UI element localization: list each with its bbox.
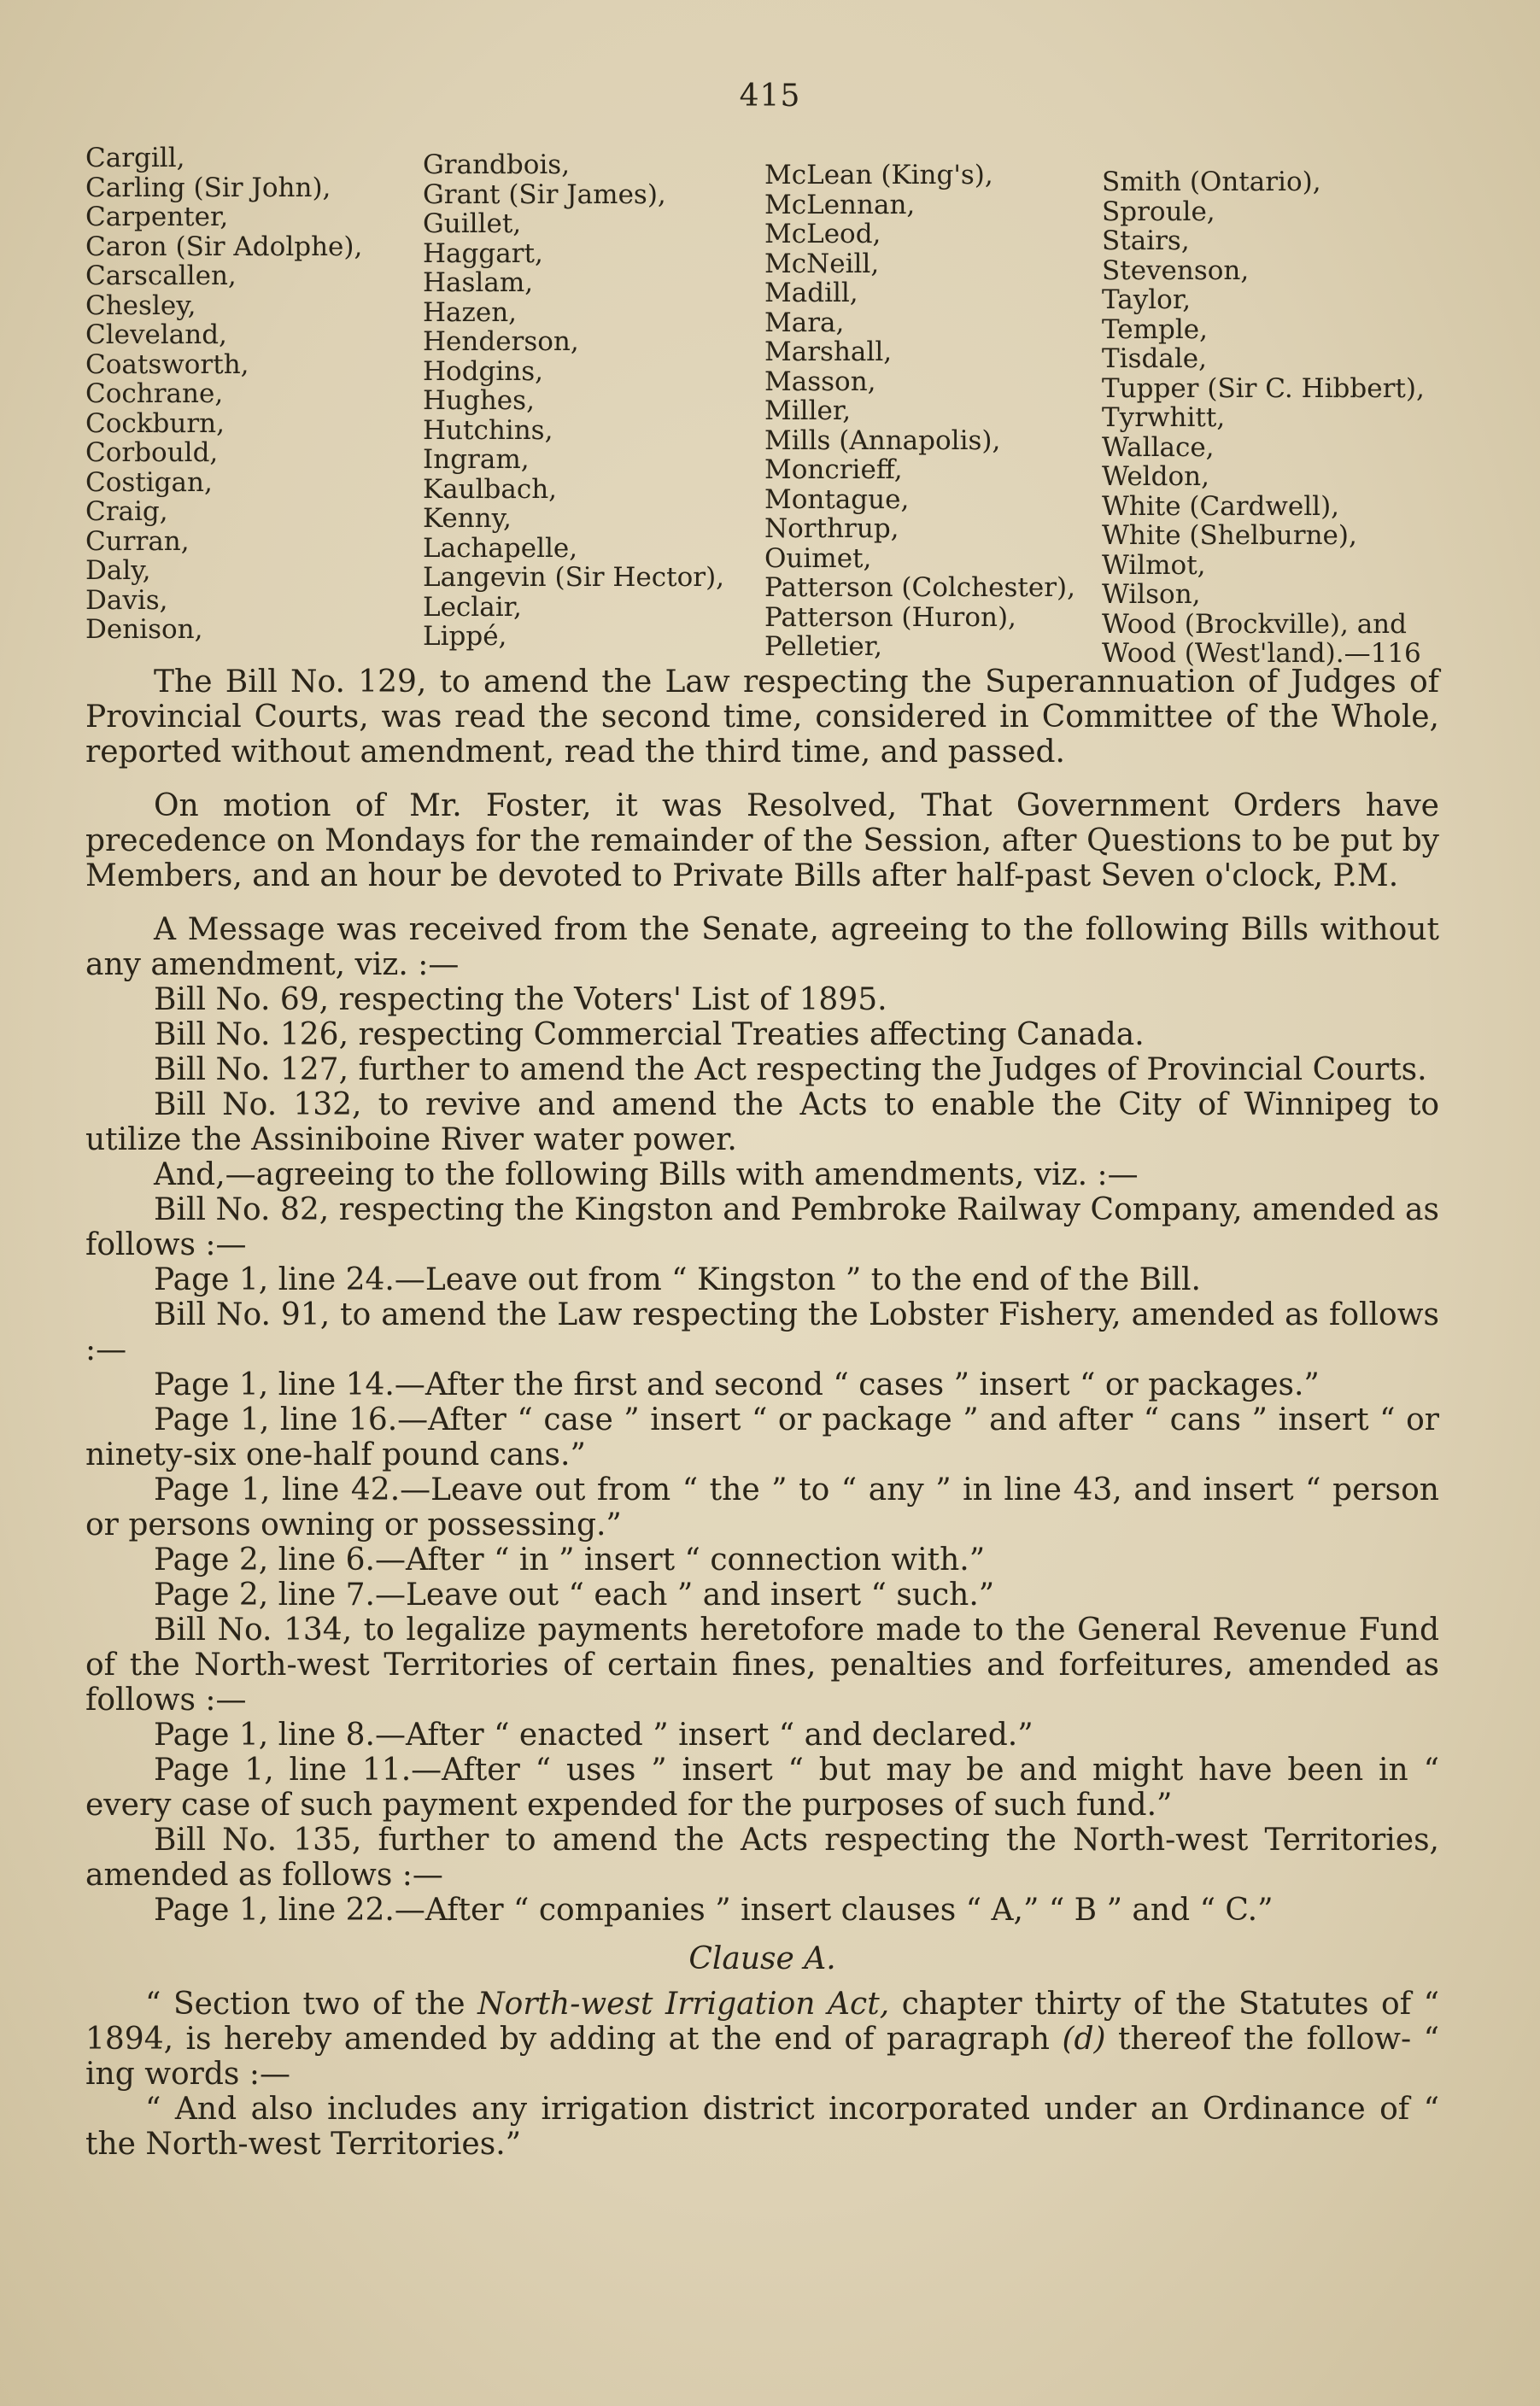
names-column-1: [85, 143, 423, 669]
member-name: Tyrwhitt,: [1102, 402, 1226, 433]
member-name: Hodgins,: [423, 355, 544, 387]
member-name: Wilmot,: [1102, 549, 1206, 581]
amendment-item: Bill No. 91, to amend the Law respecting the Lobster Fishery, amended as follows :—: [85, 1297, 1439, 1367]
page-number: 415: [739, 79, 801, 114]
member-name: Davis,: [85, 584, 168, 616]
member-name: Marshall,: [764, 337, 893, 367]
act-title-italic: North-west Irrigation Act,: [477, 1987, 890, 2022]
member-name: Ingram,: [423, 444, 530, 475]
senate-message-paragraph: A Message was received from the Senate, agreeing to the following Bills without any amendment, viz. :—: [85, 912, 1439, 982]
member-name: Henderson,: [423, 326, 579, 357]
member-name: Corbould,: [85, 437, 219, 468]
member-name: Kaulbach,: [423, 473, 558, 505]
amendment-item: Page 1, line 8.—After “ enacted ” insert “ and declared.”: [154, 1718, 1033, 1753]
member-name: Kenny,: [423, 503, 512, 534]
member-name: Grandbois,: [423, 149, 571, 180]
member-name: Grant (Sir James),: [423, 179, 666, 210]
member-name: Lachapelle,: [423, 532, 578, 564]
member-name: Chesley,: [85, 290, 196, 321]
amendment-item: Bill No. 134, to legalize payments heretofore made to the General Revenue Fund of the North-west Territories of certain fines, penalties and forfeitures, amended as follows :—: [85, 1613, 1439, 1718]
member-name: Haggart,: [423, 237, 543, 269]
member-name: Miller,: [764, 395, 852, 426]
member-name: Smith (Ontario),: [1102, 167, 1321, 197]
names-column-3: [764, 143, 1102, 669]
member-name: Hughes,: [423, 385, 535, 416]
member-name: Taylor,: [1102, 284, 1192, 315]
member-name: Moncrieff,: [764, 454, 903, 485]
member-name: Langevin (Sir Hector),: [423, 562, 725, 593]
bill-129-paragraph: The Bill No. 129, to amend the Law respecting the Superannuation of Judges of Provincial Courts, was read the second time, considered in Committee of the Whole, reported without amendment, read the third time, and passed.: [85, 664, 1439, 770]
member-name: Curran,: [85, 525, 190, 557]
member-name: Caron (Sir Adolphe),: [85, 231, 363, 262]
member-name: Carscallen,: [85, 261, 237, 291]
names-column-2: [423, 143, 764, 669]
member-name: Costigan,: [85, 466, 213, 498]
member-name: McLean (King's),: [764, 160, 993, 190]
quote-text: thereof the follow- “ ing words :—: [85, 2022, 1440, 2092]
member-name: Mara,: [764, 307, 845, 338]
member-name: Temple,: [1102, 313, 1208, 345]
amendments-list: [85, 1192, 1439, 1928]
amendment-item: Bill No. 82, respecting the Kingston and Pembroke Railway Company, amended as follows :—: [85, 1192, 1439, 1262]
member-name: Masson,: [764, 366, 876, 397]
bill-item: Bill No. 132, to revive and amend the Acts to enable the City of Winnipeg to utilize the Assiniboine River water power.: [85, 1087, 1439, 1157]
document-body: [85, 664, 1439, 2162]
member-name: Sproule,: [1102, 196, 1215, 227]
member-name: Cleveland,: [85, 319, 227, 350]
member-name: Tisdale,: [1102, 343, 1207, 374]
amendment-item: Page 2, line 7.—Leave out “ each ” and insert “ such.”: [154, 1578, 995, 1613]
member-name: White (Shelburne),: [1102, 520, 1357, 551]
member-name: Carling (Sir John),: [85, 172, 331, 203]
member-name: Stevenson,: [1102, 255, 1250, 286]
member-name: Wood (Brockville), and: [1102, 608, 1407, 640]
member-name: Hutchins,: [423, 414, 553, 446]
quote-text: chapter thirty of the Statutes of “ 1894, is hereby amended by adding at the end of paragraph: [85, 1987, 1440, 2057]
amendment-item: Page 1, line 42.—Leave out from “ the ” to “ any ” in line 43, and insert “ person or persons owning or possessing.”: [85, 1472, 1439, 1543]
member-name: Cochrane,: [85, 378, 224, 409]
member-name: Carpenter,: [85, 202, 229, 232]
clause-a-title: Clause A.: [688, 1941, 836, 1976]
member-name: Haslam,: [423, 267, 534, 298]
member-name: Weldon,: [1102, 461, 1209, 492]
amendment-item: Page 1, line 14.—After the first and second “ cases ” insert “ or packages.”: [154, 1367, 1320, 1402]
member-name: Ouimet,: [764, 542, 872, 574]
foster-motion-paragraph: On motion of Mr. Foster, it was Resolved, That Government Orders have precedence on Mondays for the remainder of the Session, after Questions to be put by Members, and an hour be devoted to Private Bills after half-past Seven o'clock, P.M.: [85, 788, 1439, 893]
member-name: Cargill,: [85, 143, 185, 173]
member-name: Guillet,: [423, 208, 522, 239]
bill-item: Bill No. 127, further to amend the Act respecting the Judges of Provincial Courts.: [154, 1052, 1427, 1087]
member-name: Wallace,: [1102, 431, 1215, 463]
bill-item: Bill No. 69, respecting the Voters' List of 1895.: [154, 982, 887, 1017]
member-name: Stairs,: [1102, 225, 1190, 256]
bill-item: Bill No. 126, respecting Commercial Treaties affecting Canada.: [154, 1017, 1145, 1052]
member-name: Denison,: [85, 614, 203, 645]
clause-a-quote-1: [85, 1987, 1439, 2092]
member-name: Montague,: [764, 483, 910, 515]
member-name: Lippé,: [423, 621, 507, 652]
member-name: Patterson (Huron),: [764, 601, 1016, 633]
member-name: Northrup,: [764, 513, 899, 544]
clause-a-quote-2: “ And also includes any irrigation district incorporated under an Ordinance of “ the North-west Territories.”: [85, 2092, 1439, 2162]
member-name: Leclair,: [423, 591, 522, 623]
member-name: Coatsworth,: [85, 348, 249, 380]
bills-without-amendment-list: [85, 982, 1439, 1157]
member-name: McNeill,: [764, 248, 880, 279]
member-name: Pelletier,: [764, 631, 882, 662]
amendment-item: Page 2, line 6.—After “ in ” insert “ connection with.”: [154, 1543, 986, 1578]
member-name: Madill,: [764, 278, 858, 308]
amendment-item: Page 1, line 11.—After “ uses ” insert “ but may be and might have been in “ every case of such payment expended for the purposes of such fund.”: [85, 1753, 1439, 1823]
names-column-4: [1102, 143, 1443, 669]
amendment-item: Page 1, line 16.—After “ case ” insert “ or package ” and after “ cans ” insert “ or ninety-six one-half pound cans.”: [85, 1402, 1439, 1472]
member-name: Cockburn,: [85, 407, 225, 439]
amendment-item: Page 1, line 22.—After “ companies ” insert clauses “ A,” “ B ” and “ C.”: [154, 1893, 1274, 1928]
member-name: McLeod,: [764, 219, 881, 249]
paragraph-ref-italic: (d): [1062, 2022, 1106, 2057]
division-names-list: [85, 143, 1443, 669]
member-name: Wood (West'land).—116: [1102, 638, 1421, 669]
member-name: Hazen,: [423, 296, 518, 328]
member-name: White (Cardwell),: [1102, 490, 1340, 522]
member-name: Daly,: [85, 555, 151, 586]
quote-text: “ Section two of the: [145, 1987, 478, 2022]
member-name: Tupper (Sir C. Hibbert),: [1102, 372, 1425, 404]
amendment-item: Page 1, line 24.—Leave out from “ Kingston ” to the end of the Bill.: [154, 1262, 1202, 1297]
amendments-intro: And,—agreeing to the following Bills with amendments, viz. :—: [154, 1157, 1139, 1192]
member-name: Patterson (Colchester),: [764, 572, 1075, 603]
amendment-item: Bill No. 135, further to amend the Acts respecting the North-west Territories, amended as follows :—: [85, 1823, 1439, 1893]
member-name: Wilson,: [1102, 579, 1201, 610]
member-name: Craig,: [85, 496, 168, 527]
member-name: Mills (Annapolis),: [764, 424, 1001, 456]
member-name: McLennan,: [764, 189, 916, 220]
